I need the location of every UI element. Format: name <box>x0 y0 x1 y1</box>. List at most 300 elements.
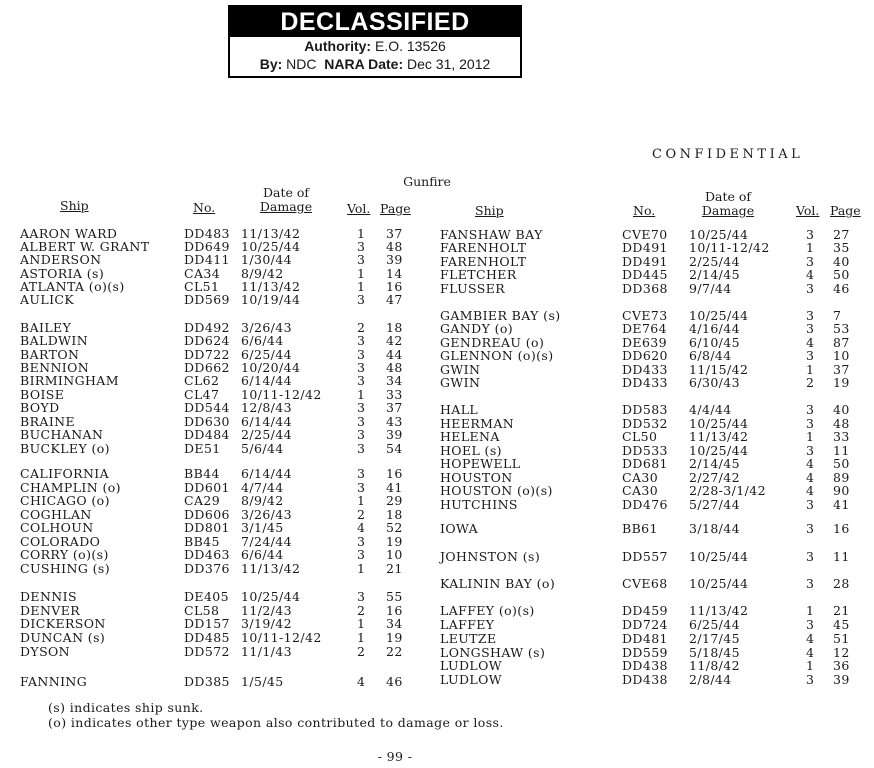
left-cell-no: DD157 <box>184 616 230 631</box>
right-cell-date: 11/13/42 <box>689 603 749 618</box>
left-cell-date: 3/19/42 <box>241 616 292 631</box>
right-cell-no: DD681 <box>622 456 668 471</box>
confidential-marking: CONFIDENTIAL <box>652 147 804 162</box>
left-cell-no: DD376 <box>184 561 230 576</box>
left-cell-vol: 1 <box>357 387 366 402</box>
left-cell-no: DD484 <box>184 427 230 442</box>
right-cell-vol: 3 <box>806 416 815 431</box>
header-ship-left: Ship <box>60 198 89 213</box>
right-cell-ship: GWIN <box>440 375 481 390</box>
right-cell-no: DD438 <box>622 658 668 673</box>
left-cell-no: DD411 <box>184 252 230 267</box>
left-cell-no: DD649 <box>184 239 230 254</box>
left-cell-ship: BIRMINGHAM <box>20 373 119 388</box>
stamp-authority-value: E.O. 13526 <box>374 38 446 54</box>
right-cell-vol: 3 <box>806 402 815 417</box>
left-cell-vol: 3 <box>357 589 366 604</box>
left-cell-date: 8/9/42 <box>241 266 284 281</box>
right-cell-no: BB61 <box>622 521 658 536</box>
right-cell-no: DE639 <box>622 335 668 350</box>
left-cell-page: 39 <box>386 252 403 267</box>
right-cell-ship: HOPEWELL <box>440 456 521 471</box>
right-cell-vol: 3 <box>806 227 815 242</box>
left-cell-no: DD601 <box>184 480 230 495</box>
footnote-sunk: (s) indicates ship sunk. <box>48 700 204 715</box>
header-no-right: No. <box>633 203 656 218</box>
left-cell-no: DE51 <box>184 441 221 456</box>
right-cell-page: 37 <box>833 362 850 377</box>
footnote-other-weapon: (o) indicates other type weapon also contributed to damage or loss. <box>48 715 504 730</box>
left-cell-date: 11/2/43 <box>241 603 292 618</box>
page-number: - 99 - <box>377 749 413 764</box>
left-cell-page: 47 <box>386 292 403 307</box>
left-cell-page: 19 <box>386 630 403 645</box>
left-cell-no: BB45 <box>184 534 220 549</box>
left-cell-no: CL62 <box>184 373 220 388</box>
right-cell-page: 41 <box>833 497 850 512</box>
stamp-nara-value: Dec 31, 2012 <box>407 56 491 72</box>
left-cell-date: 10/11-12/42 <box>241 630 322 645</box>
left-cell-vol: 3 <box>357 400 366 415</box>
left-cell-ship: DICKERSON <box>20 616 106 631</box>
right-cell-page: 11 <box>833 549 850 564</box>
right-cell-page: 27 <box>833 227 850 242</box>
left-cell-ship: ATLANTA (o)(s) <box>20 279 125 294</box>
right-cell-no: CA30 <box>622 483 659 498</box>
left-cell-vol: 2 <box>357 320 366 335</box>
right-cell-vol: 4 <box>806 645 815 660</box>
left-cell-no: DD662 <box>184 360 230 375</box>
left-cell-date: 10/20/44 <box>241 360 301 375</box>
left-cell-vol: 3 <box>357 534 366 549</box>
left-cell-vol: 2 <box>357 507 366 522</box>
right-cell-date: 2/27/42 <box>689 470 740 485</box>
right-cell-date: 6/25/44 <box>689 617 740 632</box>
left-cell-vol: 3 <box>357 427 366 442</box>
left-cell-date: 1/5/45 <box>241 674 284 689</box>
header-vol-left: Vol. <box>347 201 371 216</box>
right-cell-page: 51 <box>833 631 850 646</box>
right-cell-no: DD491 <box>622 240 668 255</box>
right-cell-ship: GANDY (o) <box>440 321 514 336</box>
left-cell-vol: 1 <box>357 630 366 645</box>
right-cell-ship: LAFFEY <box>440 617 495 632</box>
right-cell-date: 10/25/44 <box>689 416 749 431</box>
left-cell-ship: AULICK <box>20 292 75 307</box>
left-cell-ship: BAILEY <box>20 320 72 335</box>
right-cell-ship: LEUTZE <box>440 631 497 646</box>
left-cell-no: DD485 <box>184 630 230 645</box>
right-cell-vol: 4 <box>806 483 815 498</box>
left-cell-date: 8/9/42 <box>241 493 284 508</box>
left-cell-vol: 3 <box>357 239 366 254</box>
right-cell-vol: 1 <box>806 362 815 377</box>
right-cell-no: CA30 <box>622 470 659 485</box>
right-cell-date: 5/18/45 <box>689 645 740 660</box>
right-cell-ship: FANSHAW BAY <box>440 227 543 242</box>
right-cell-ship: LUDLOW <box>440 658 502 673</box>
right-cell-vol: 3 <box>806 321 815 336</box>
right-cell-ship: FARENHOLT <box>440 254 527 269</box>
right-cell-date: 4/4/44 <box>689 402 732 417</box>
right-cell-vol: 3 <box>806 576 815 591</box>
left-cell-vol: 1 <box>357 266 366 281</box>
right-cell-vol: 4 <box>806 470 815 485</box>
right-cell-no: DD724 <box>622 617 668 632</box>
right-cell-page: 11 <box>833 443 850 458</box>
stamp-by-value: NDC <box>286 56 317 72</box>
left-cell-ship: AARON WARD <box>20 226 118 241</box>
right-cell-vol: 4 <box>806 631 815 646</box>
right-cell-no: DD481 <box>622 631 668 646</box>
left-cell-page: 37 <box>386 400 403 415</box>
left-cell-no: DE405 <box>184 589 230 604</box>
right-cell-date: 4/16/44 <box>689 321 740 336</box>
right-cell-vol: 3 <box>806 348 815 363</box>
right-cell-vol: 4 <box>806 267 815 282</box>
right-cell-no: CVE68 <box>622 576 668 591</box>
right-cell-ship: GAMBIER BAY (s) <box>440 308 561 323</box>
left-cell-no: CL58 <box>184 603 220 618</box>
right-cell-page: 19 <box>833 375 850 390</box>
right-cell-no: DD438 <box>622 672 668 687</box>
left-cell-no: DD606 <box>184 507 230 522</box>
right-cell-date: 2/14/45 <box>689 456 740 471</box>
left-cell-no: BB44 <box>184 466 220 481</box>
right-cell-no: DD491 <box>622 254 668 269</box>
right-cell-page: 36 <box>833 658 850 673</box>
left-cell-date: 6/14/44 <box>241 414 292 429</box>
right-cell-no: DD433 <box>622 375 668 390</box>
header-vol-right: Vol. <box>796 203 820 218</box>
left-cell-ship: CORRY (o)(s) <box>20 547 109 562</box>
right-cell-page: 12 <box>833 645 850 660</box>
right-cell-page: 40 <box>833 254 850 269</box>
left-cell-date: 10/25/44 <box>241 239 301 254</box>
left-cell-vol: 3 <box>357 373 366 388</box>
right-cell-page: 90 <box>833 483 850 498</box>
left-cell-ship: BARTON <box>20 347 80 362</box>
right-cell-no: DE764 <box>622 321 668 336</box>
left-cell-ship: CHICAGO (o) <box>20 493 110 508</box>
right-cell-page: 50 <box>833 456 850 471</box>
left-cell-vol: 3 <box>357 292 366 307</box>
right-cell-date: 2/14/45 <box>689 267 740 282</box>
stamp-nara-label: NARA Date: <box>324 56 404 72</box>
right-cell-ship: LAFFEY (o)(s) <box>440 603 535 618</box>
right-cell-no: CVE73 <box>622 308 668 323</box>
right-cell-vol: 4 <box>806 456 815 471</box>
right-cell-page: 33 <box>833 429 850 444</box>
left-cell-date: 3/26/43 <box>241 507 292 522</box>
left-cell-ship: ALBERT W. GRANT <box>20 239 150 254</box>
right-cell-page: 28 <box>833 576 850 591</box>
right-cell-date: 6/10/45 <box>689 335 740 350</box>
left-cell-page: 10 <box>386 547 403 562</box>
left-cell-ship: BALDWIN <box>20 333 89 348</box>
right-cell-date: 2/25/44 <box>689 254 740 269</box>
left-cell-date: 7/24/44 <box>241 534 292 549</box>
right-cell-date: 3/18/44 <box>689 521 740 536</box>
left-cell-no: CL51 <box>184 279 220 294</box>
left-cell-no: DD492 <box>184 320 230 335</box>
table-title: Gunfire <box>403 174 451 189</box>
right-cell-page: 16 <box>833 521 850 536</box>
left-cell-page: 46 <box>386 674 403 689</box>
left-cell-ship: ASTORIA (s) <box>20 266 105 281</box>
right-cell-date: 9/7/44 <box>689 281 732 296</box>
left-cell-date: 12/8/43 <box>241 400 292 415</box>
left-cell-page: 18 <box>386 320 403 335</box>
left-cell-ship: CUSHING (s) <box>20 561 110 576</box>
left-cell-vol: 4 <box>357 674 366 689</box>
right-cell-no: CL50 <box>622 429 658 444</box>
left-cell-ship: DUNCAN (s) <box>20 630 106 645</box>
right-cell-ship: HELENA <box>440 429 500 444</box>
left-cell-vol: 3 <box>357 252 366 267</box>
right-cell-ship: HUTCHINS <box>440 497 518 512</box>
left-cell-date: 6/6/44 <box>241 547 284 562</box>
left-cell-no: CA34 <box>184 266 221 281</box>
right-cell-ship: GWIN <box>440 362 481 377</box>
right-cell-date: 11/13/42 <box>689 429 749 444</box>
right-cell-vol: 1 <box>806 429 815 444</box>
right-cell-no: DD459 <box>622 603 668 618</box>
left-cell-vol: 3 <box>357 480 366 495</box>
left-cell-no: CA29 <box>184 493 221 508</box>
left-cell-date: 6/14/44 <box>241 373 292 388</box>
right-cell-no: DD559 <box>622 645 668 660</box>
left-cell-vol: 3 <box>357 333 366 348</box>
right-cell-date: 10/11-12/42 <box>689 240 770 255</box>
right-cell-page: 53 <box>833 321 850 336</box>
left-cell-page: 52 <box>386 520 403 535</box>
left-cell-no: DD569 <box>184 292 230 307</box>
left-cell-vol: 1 <box>357 616 366 631</box>
right-cell-page: 50 <box>833 267 850 282</box>
right-cell-page: 21 <box>833 603 850 618</box>
right-cell-date: 10/25/44 <box>689 308 749 323</box>
left-cell-page: 21 <box>386 561 403 576</box>
right-cell-date: 10/25/44 <box>689 443 749 458</box>
right-cell-page: 89 <box>833 470 850 485</box>
right-cell-vol: 3 <box>806 281 815 296</box>
right-cell-ship: JOHNSTON (s) <box>440 549 541 564</box>
left-cell-vol: 1 <box>357 493 366 508</box>
left-cell-vol: 4 <box>357 520 366 535</box>
left-cell-page: 42 <box>386 333 403 348</box>
right-cell-vol: 1 <box>806 603 815 618</box>
header-no-left: No. <box>193 200 216 215</box>
left-cell-no: DD630 <box>184 414 230 429</box>
right-cell-ship: KALININ BAY (o) <box>440 576 556 591</box>
left-cell-date: 6/25/44 <box>241 347 292 362</box>
left-cell-date: 11/13/42 <box>241 226 301 241</box>
right-cell-vol: 3 <box>806 521 815 536</box>
left-cell-date: 6/6/44 <box>241 333 284 348</box>
right-cell-date: 2/17/45 <box>689 631 740 646</box>
right-cell-page: 87 <box>833 335 850 350</box>
left-cell-vol: 1 <box>357 279 366 294</box>
left-cell-page: 39 <box>386 427 403 442</box>
left-cell-date: 6/14/44 <box>241 466 292 481</box>
left-cell-page: 14 <box>386 266 403 281</box>
left-cell-no: DD572 <box>184 644 230 659</box>
right-cell-vol: 2 <box>806 375 815 390</box>
left-cell-page: 19 <box>386 534 403 549</box>
right-cell-vol: 4 <box>806 335 815 350</box>
right-cell-vol: 3 <box>806 254 815 269</box>
left-cell-vol: 1 <box>357 561 366 576</box>
left-cell-vol: 3 <box>357 441 366 456</box>
right-cell-page: 35 <box>833 240 850 255</box>
right-cell-ship: LONGSHAW (s) <box>440 645 546 660</box>
stamp-title: DECLASSIFIED <box>230 7 520 37</box>
left-cell-page: 44 <box>386 347 403 362</box>
stamp-authority-line <box>230 37 520 55</box>
right-cell-ship: HEERMAN <box>440 416 515 431</box>
right-cell-no: DD368 <box>622 281 668 296</box>
right-cell-vol: 3 <box>806 497 815 512</box>
left-cell-ship: BOYD <box>20 400 60 415</box>
right-cell-page: 48 <box>833 416 850 431</box>
right-cell-date: 10/25/44 <box>689 576 749 591</box>
left-cell-page: 22 <box>386 644 403 659</box>
left-cell-vol: 2 <box>357 603 366 618</box>
right-cell-date: 6/30/43 <box>689 375 740 390</box>
right-cell-page: 40 <box>833 402 850 417</box>
left-cell-date: 5/6/44 <box>241 441 284 456</box>
left-cell-ship: BUCHANAN <box>20 427 104 442</box>
left-cell-page: 48 <box>386 360 403 375</box>
right-cell-ship: HOEL (s) <box>440 443 502 458</box>
left-cell-ship: COGHLAN <box>20 507 92 522</box>
right-cell-vol: 3 <box>806 672 815 687</box>
left-cell-ship: CALIFORNIA <box>20 466 110 481</box>
left-cell-page: 34 <box>386 373 403 388</box>
right-cell-page: 10 <box>833 348 850 363</box>
header-date-right <box>702 190 754 218</box>
stamp-authority-label: Authority: <box>304 38 372 54</box>
left-cell-page: 55 <box>386 589 403 604</box>
left-cell-ship: DYSON <box>20 644 71 659</box>
left-cell-date: 11/13/42 <box>241 279 301 294</box>
left-cell-page: 16 <box>386 603 403 618</box>
left-cell-no: DD544 <box>184 400 230 415</box>
right-cell-vol: 3 <box>806 308 815 323</box>
left-cell-no: DD463 <box>184 547 230 562</box>
right-cell-vol: 3 <box>806 617 815 632</box>
left-cell-no: DD483 <box>184 226 230 241</box>
left-cell-date: 4/7/44 <box>241 480 284 495</box>
left-cell-date: 11/13/42 <box>241 561 301 576</box>
left-cell-no: DD801 <box>184 520 230 535</box>
right-cell-date: 10/25/44 <box>689 549 749 564</box>
left-cell-page: 16 <box>386 279 403 294</box>
right-cell-vol: 1 <box>806 658 815 673</box>
right-cell-ship: FARENHOLT <box>440 240 527 255</box>
right-cell-date: 5/27/44 <box>689 497 740 512</box>
right-cell-page: 45 <box>833 617 850 632</box>
right-cell-ship: HOUSTON (o)(s) <box>440 483 553 498</box>
declassified-stamp <box>228 5 522 78</box>
header-page-right: Page <box>830 203 861 218</box>
left-cell-page: 54 <box>386 441 403 456</box>
right-cell-ship: IOWA <box>440 521 479 536</box>
right-cell-no: DD533 <box>622 443 668 458</box>
left-cell-page: 16 <box>386 466 403 481</box>
left-cell-vol: 3 <box>357 547 366 562</box>
stamp-by-label: By: <box>259 56 283 72</box>
header-date-line1-right: Date of <box>704 189 752 204</box>
right-cell-ship: FLUSSER <box>440 281 506 296</box>
left-cell-date: 10/19/44 <box>241 292 301 307</box>
left-cell-ship: COLORADO <box>20 534 101 549</box>
left-cell-date: 10/25/44 <box>241 589 301 604</box>
left-cell-date: 2/25/44 <box>241 427 292 442</box>
left-cell-date: 11/1/43 <box>241 644 292 659</box>
left-cell-ship: COLHOUN <box>20 520 94 535</box>
left-cell-page: 48 <box>386 239 403 254</box>
left-cell-ship: CHAMPLIN (o) <box>20 480 121 495</box>
left-cell-ship: ANDERSON <box>20 252 102 267</box>
left-cell-no: DD624 <box>184 333 230 348</box>
right-cell-ship: FLETCHER <box>440 267 517 282</box>
right-cell-no: DD532 <box>622 416 668 431</box>
left-cell-no: DD722 <box>184 347 230 362</box>
left-cell-page: 34 <box>386 616 403 631</box>
left-cell-page: 37 <box>386 226 403 241</box>
stamp-by-line <box>230 55 520 73</box>
right-cell-date: 11/15/42 <box>689 362 749 377</box>
right-cell-ship: HALL <box>440 402 479 417</box>
left-cell-date: 10/11-12/42 <box>241 387 322 402</box>
left-cell-no: CL47 <box>184 387 220 402</box>
right-cell-ship: LUDLOW <box>440 672 502 687</box>
left-cell-ship: BOISE <box>20 387 65 402</box>
left-cell-ship: DENVER <box>20 603 81 618</box>
right-cell-no: DD620 <box>622 348 668 363</box>
left-cell-ship: BUCKLEY (o) <box>20 441 110 456</box>
left-cell-ship: BRAINE <box>20 414 76 429</box>
right-cell-page: 7 <box>833 308 842 323</box>
right-cell-date: 11/8/42 <box>689 658 740 673</box>
left-cell-date: 3/1/45 <box>241 520 284 535</box>
header-date-line1-left: Date of <box>262 185 310 200</box>
left-cell-ship: DENNIS <box>20 589 77 604</box>
left-cell-no: DD385 <box>184 674 230 689</box>
left-cell-date: 1/30/44 <box>241 252 292 267</box>
right-cell-date: 6/8/44 <box>689 348 732 363</box>
header-page-left: Page <box>380 201 411 216</box>
right-cell-date: 2/8/44 <box>689 672 732 687</box>
header-date-left <box>260 186 312 214</box>
right-cell-no: DD583 <box>622 402 668 417</box>
right-cell-page: 39 <box>833 672 850 687</box>
right-cell-date: 10/25/44 <box>689 227 749 242</box>
left-cell-date: 3/26/43 <box>241 320 292 335</box>
left-cell-page: 43 <box>386 414 403 429</box>
right-cell-no: DD445 <box>622 267 668 282</box>
right-cell-no: DD557 <box>622 549 668 564</box>
right-cell-no: CVE70 <box>622 227 668 242</box>
left-cell-vol: 1 <box>357 226 366 241</box>
right-cell-vol: 1 <box>806 240 815 255</box>
left-cell-vol: 3 <box>357 414 366 429</box>
right-cell-no: DD476 <box>622 497 668 512</box>
header-date-line2-right: Damage <box>701 203 755 218</box>
left-cell-page: 33 <box>386 387 403 402</box>
